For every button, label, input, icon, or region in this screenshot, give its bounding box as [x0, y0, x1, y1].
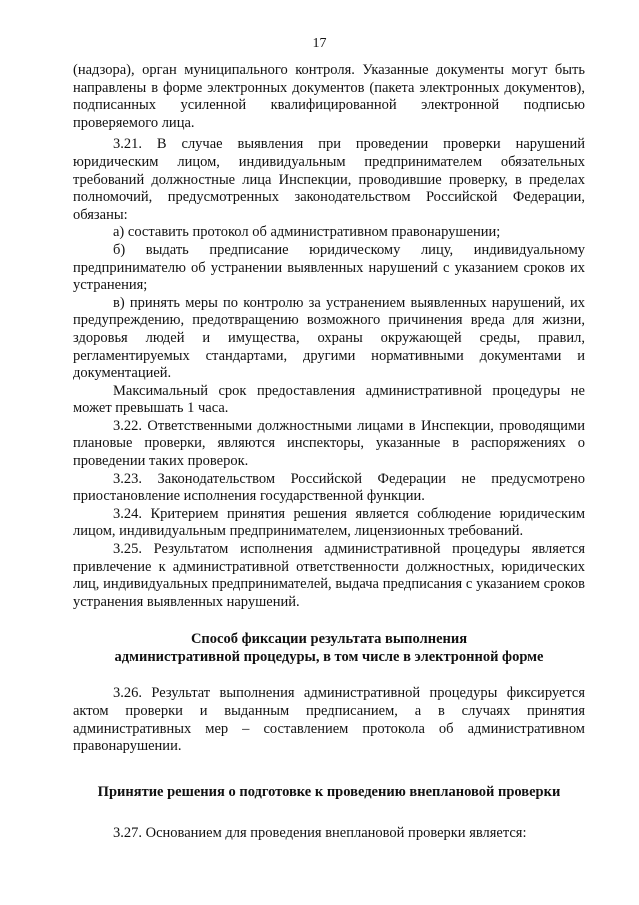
list-item-v: в) принять меры по контролю за устранением выявленных нарушений, их предупреждению, предотвращению возможного причинения вреда для жизни, здоровья людей и имущества, охраны окружающей среды, правил, регламентируемых стандартами, другими нормативными документами и документацией. [73, 294, 585, 382]
heading-fixation [73, 630, 585, 666]
heading-fixation-line1: Способ фиксации результата выполнения [190, 631, 468, 648]
page-number: 17 [312, 36, 327, 51]
paragraph-3-26: 3.26. Результат выполнения административной процедуры фиксируется актом проверки и выданным предписанием, а в случаях принятия административных мер – составлением протокола об административном правонарушении. [73, 685, 585, 755]
paragraph-3-25: 3.25. Результатом исполнения административной процедуры является привлечение к административной ответственности должностных, юридических лиц, индивидуальных предпринимателей, выдача предписания с указанием сроков устранения выявленных нарушений. [73, 541, 585, 610]
list-item-a: а) составить протокол об административном правонарушении; [113, 224, 501, 241]
paragraph-3-24: 3.24. Критерием принятия решения является соблюдение юридическим лицом, индивидуальным предпринимателем, лицензионных требований. [73, 505, 585, 540]
paragraph-continuation: (надзора), орган муниципального контроля. Указанные документы могут быть направлены в форме электронных документов (пакета электронных документов), подписанных усиленной квалифицированной электронной подписью проверяемого лица. [73, 62, 585, 131]
paragraph-3-21: 3.21. В случае выявления при проведении проверки нарушений юридическим лицом, индивидуальным предпринимателем обязательных требований должностные лица Инспекции, проводившие проверку, в пределах полномочий, предусмотренных законодательством Российской Федерации, обязаны: [73, 136, 585, 223]
document-body [73, 62, 585, 842]
paragraph-3-22: 3.22. Ответственными должностными лицами в Инспекции, проводящими плановые проверки, являются инспекторы, указанные в распоряжениях о проведении таких проверок. [73, 417, 585, 470]
paragraph-3-23: 3.23. Законодательством Российской Федерации не предусмотрено приостановление исполнения государственной функции. [73, 470, 585, 505]
heading-fixation-line2: административной процедуры, в том числе в электронной форме [114, 649, 544, 666]
paragraph-max-term: Максимальный срок предоставления административной процедуры не может превышать 1 часа. [73, 382, 585, 417]
heading-unplanned: Принятие решения о подготовке к проведению внеплановой проверки [97, 783, 561, 800]
paragraph-3-27: 3.27. Основанием для проведения внеплановой проверки является: [113, 824, 527, 841]
list-item-b: б) выдать предписание юридическому лицу, индивидуальному предпринимателю об устранении выявленных нарушений с указанием сроков их устранения; [73, 241, 585, 294]
